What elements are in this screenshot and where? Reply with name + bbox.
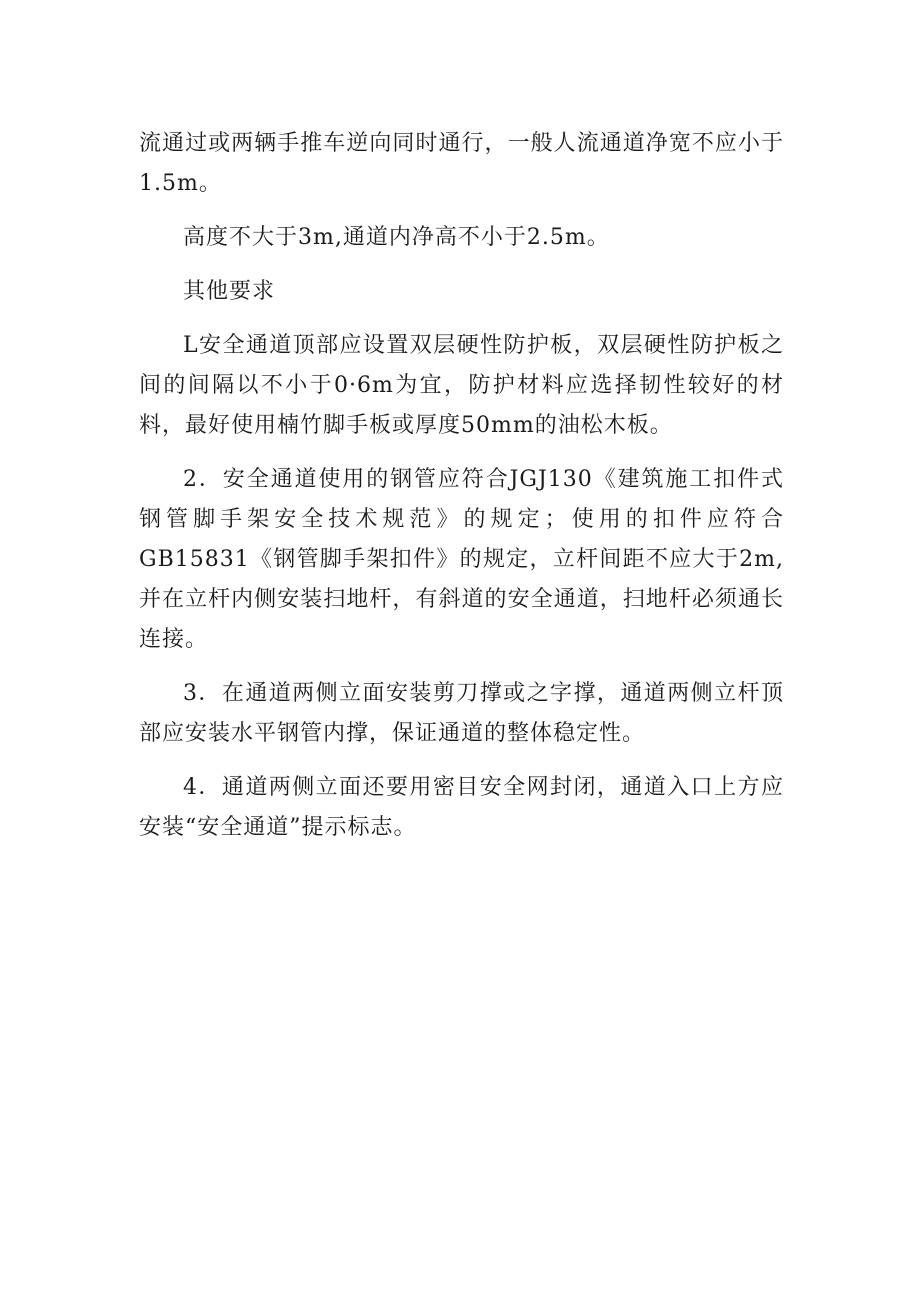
paragraph-continuation: 流通过或两辆手推车逆向同时通行，一般人流通道净宽不应小于1.5m。 — [139, 131, 784, 196]
paragraph-item-3: 3．在通道两侧立面安装剪刀撑或之字撑，通道两侧立杆顶部应安装水平钢管内撑，保证通道的整体稳定性。 — [139, 681, 784, 746]
paragraph-item-1: L安全通道顶部应设置双层硬性防护板，双层硬性防护板之间的间隔以不小于0·6m为宜，防护材料应选择韧性较好的材料，最好使用楠竹脚手板或厚度50mm的油松木板。 — [139, 333, 784, 438]
document-body — [139, 124, 784, 862]
paragraph-item-4: 4．通道两侧立面还要用密目安全网封闭，通道入口上方应安装“安全通道”提示标志。 — [139, 775, 784, 840]
paragraph-height: 高度不大于3m,通道内净高不小于2.5m。 — [183, 225, 610, 250]
paragraph-item-2: 2．安全通道使用的钢管应符合JGJ130《建筑施工扣件式钢管脚手架安全技术规范》的规定；使用的扣件应符合GB15831《钢管脚手架扣件》的规定，立杆间距不应大于2m,并在立杆内侧安装扫地杆，有斜道的安全通道，扫地杆必须通长连接。 — [139, 467, 784, 652]
section-heading-other-requirements: 其他要求 — [183, 279, 276, 304]
